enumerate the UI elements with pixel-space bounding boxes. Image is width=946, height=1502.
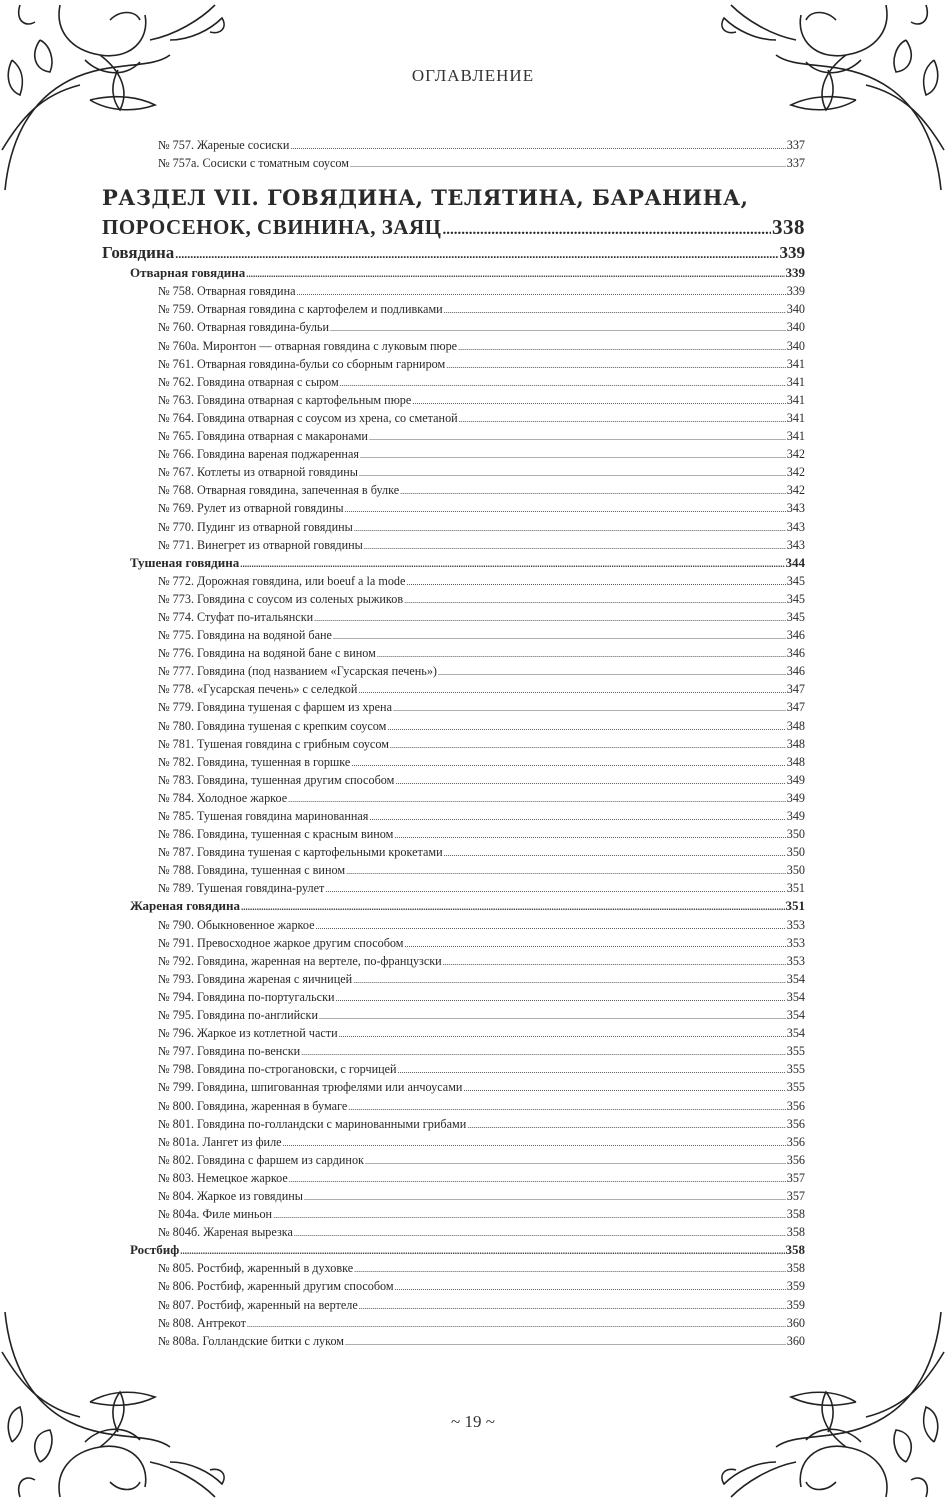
toc-entry[interactable] [102,1024,805,1042]
dot-leader [273,1207,786,1223]
toc-entry-title: № 757а. Сосиски с томатным соусом [158,156,349,171]
dot-leader [304,1189,786,1205]
toc-entry-title: № 769. Рулет из отварной говядины [158,501,344,516]
toc-entry-page: 343 [786,519,805,534]
toc-entry[interactable] [102,427,805,445]
toc-entry[interactable] [102,644,805,662]
toc-entry-page: 358 [786,1261,805,1276]
dot-leader [444,845,786,861]
toc-entry-title: № 762. Говядина отварная с сыром [158,374,339,389]
toc-entry-title: № 780. Говядина тушеная с крепким соусом [158,718,387,733]
toc-entry-page: 356 [786,1098,805,1113]
toc-entry[interactable] [102,608,805,626]
toc-entry[interactable] [102,136,805,154]
toc-entry-title: № 758. Отварная говядина [158,284,296,299]
toc-entry[interactable] [102,154,805,172]
dot-leader [333,628,786,644]
section-title-line1: РАЗДЕЛ VII. ГОВЯДИНА, ТЕЛЯТИНА, БАРАНИНА, [102,185,749,211]
dot-leader [390,737,786,753]
dot-leader [404,592,786,608]
toc-entry-title: № 800. Говядина, жаренная в бумаге [158,1098,348,1113]
toc-entry-title: № 801а. Лангет из филе [158,1134,282,1149]
toc-entry-page: 339 [786,284,805,299]
subsection-heading[interactable] [102,897,805,915]
dot-leader [387,719,785,735]
toc-entry-page: 354 [786,1008,805,1023]
dot-leader [360,447,786,463]
toc-entry-page: 340 [786,338,805,353]
toc-entry-page: 342 [786,483,805,498]
toc-entry-title: № 791. Превосходное жаркое другим способом [158,935,404,950]
toc-entry-title: № 767. Котлеты из отварной говядины [158,465,358,480]
toc-entry-title: № 803. Немецкое жаркое [158,1170,288,1185]
toc-entry-page: 358 [786,1225,805,1240]
dot-leader [319,1008,786,1024]
subsection-page: 351 [785,898,805,914]
toc-entry-page: 348 [786,736,805,751]
toc-entry[interactable] [102,282,805,300]
toc-entry-title: № 794. Говядина по-португальски [158,989,335,1004]
dot-leader [290,138,785,154]
category-page: 339 [779,243,805,263]
toc-entry[interactable] [102,934,805,952]
toc-entry-title: № 792. Говядина, жаренная на вертеле, по-французски [158,953,442,968]
toc-entry[interactable] [102,753,805,771]
toc-entry-title: № 765. Говядина отварная с макаронами [158,429,368,444]
subsection-title: Ростбиф [130,1242,180,1258]
toc-entry-title: № 760а. Миронтон — отварная говядина с луковым пюре [158,338,458,353]
subsection-page: 339 [785,265,805,281]
toc-entry[interactable] [102,318,805,336]
subsection-title: Тушеная говядина [130,554,240,570]
table-of-contents [102,136,805,1350]
dot-leader [350,156,786,172]
toc-entry-title: № 757. Жареные сосиски [158,138,290,152]
dot-leader [446,357,785,373]
toc-entry[interactable] [102,626,805,644]
subsection-title: Отварная говядина [130,265,246,281]
toc-entry-page: 354 [786,1026,805,1041]
toc-entry-page: 349 [786,772,805,787]
toc-entry-title: № 773. Говядина с соусом из соленых рыжиков [158,591,404,606]
toc-entry[interactable] [102,988,805,1006]
toc-entry[interactable] [102,463,805,481]
toc-entry[interactable] [102,572,805,590]
dot-leader [354,1261,786,1277]
toc-entry-page: 349 [786,809,805,823]
toc-entry[interactable] [102,445,805,463]
toc-entry-title: № 806. Ростбиф, жаренный другим способом [158,1279,394,1294]
toc-entry-title: № 799. Говядина, шпигованная трюфелями или анчоусами [158,1080,463,1095]
dot-leader [405,936,786,952]
dot-leader [463,1080,785,1096]
toc-entry-page: 343 [786,501,805,516]
page-number: ~ 19 ~ [451,1412,495,1431]
toc-entry[interactable] [102,536,805,554]
toc-entry-page: 357 [786,1188,805,1203]
dot-leader [180,1242,784,1259]
dot-leader [325,881,785,897]
toc-entry-page: 360 [786,1315,805,1330]
toc-entry-page: 354 [786,989,805,1004]
toc-entry-page: 346 [786,664,805,679]
toc-entry-title: № 774. Стуфат по-итальянски [158,609,314,624]
toc-entry[interactable] [102,952,805,970]
dot-leader [354,520,786,536]
toc-entry[interactable] [102,680,805,698]
toc-entry[interactable] [102,698,805,716]
toc-entry[interactable] [102,1205,805,1223]
subsection-heading[interactable] [102,1241,805,1259]
toc-entry-title: № 776. Говядина на водяной бане с вином [158,646,376,661]
toc-entry-title: № 801. Говядина по-голландски с маринованными грибами [158,1116,467,1131]
toc-entry-title: № 797. Говядина по-венски [158,1044,301,1059]
dot-leader [395,773,785,789]
subsection-heading[interactable] [102,554,805,572]
toc-entry[interactable] [102,1042,805,1060]
toc-entry-page: 340 [786,320,805,335]
toc-entry[interactable] [102,1332,805,1350]
toc-entry-page: 356 [786,1134,805,1149]
toc-entry-page: 350 [786,827,805,842]
dot-leader [353,972,786,988]
dot-leader [330,320,786,336]
toc-entry-title: № 787. Говядина тушеная с картофельными крокетами [158,845,443,860]
dot-leader [283,1135,786,1151]
toc-entry-page: 350 [786,863,805,878]
toc-entry[interactable] [102,355,805,373]
category-title: Говядина [102,243,175,263]
toc-entry[interactable] [102,1151,805,1169]
toc-entry[interactable] [102,807,805,825]
toc-entry-page: 359 [786,1279,805,1294]
toc-entry-page: 355 [786,1044,805,1059]
toc-entry-title: № 761. Отварная говядина-бульи со сборным гарниром [158,356,446,371]
dot-leader [348,1099,785,1115]
section-title-line2: ПОРОСЕНОК, СВИНИНА, ЗАЯЦ [102,215,442,240]
section-page: 338 [772,215,805,240]
dot-leader [336,990,786,1006]
toc-entry[interactable] [102,1277,805,1295]
toc-entry[interactable] [102,1314,805,1332]
toc-entry[interactable] [102,861,805,879]
toc-entry-title: № 808. Антрекот [158,1315,246,1330]
toc-entry[interactable] [102,843,805,861]
toc-entry-title: № 808а. Голландские битки с луком [158,1333,345,1348]
toc-entry-page: 348 [786,754,805,769]
toc-entry-page: 340 [786,302,805,317]
toc-entry-title: № 795. Говядина по-английски [158,1008,318,1023]
toc-entry-title: № 777. Говядина (под названием «Гусарская печень») [158,664,437,679]
subsection-page: 344 [785,554,805,570]
toc-entry-title: № 763. Говядина отварная с картофельным пюре [158,392,412,407]
toc-entry[interactable] [102,1296,805,1314]
toc-entry-title: № 804б. Жареная вырезка [158,1225,293,1240]
dot-leader [393,700,786,716]
toc-entry-title: № 784. Холодное жаркое [158,790,288,805]
toc-entry[interactable] [102,662,805,680]
toc-entry-page: 351 [786,881,805,896]
toc-entry-page: 353 [786,917,805,932]
dot-leader [359,1298,786,1314]
toc-entry-title: № 804. Жаркое из говядины [158,1188,303,1203]
dot-leader [369,429,786,445]
toc-entry[interactable] [102,499,805,517]
toc-entry-title: № 804а. Филе миньон [158,1207,273,1222]
toc-entry[interactable] [102,1223,805,1241]
toc-entry[interactable] [102,1169,805,1187]
dot-leader [247,1316,786,1332]
toc-entry[interactable] [102,300,805,318]
dot-leader [398,1062,786,1078]
toc-entry[interactable] [102,590,805,608]
toc-entry-title: № 786. Говядина, тушенная с красным вином [158,827,394,842]
toc-entry[interactable] [102,970,805,988]
section-heading[interactable] [102,184,805,242]
toc-entry-title: № 778. «Гусарская печень» с селедкой [158,682,358,697]
toc-entry[interactable] [102,879,805,897]
toc-entry-page: 353 [786,935,805,950]
toc-entry-title: № 782. Говядина, тушенная в горшке [158,754,351,769]
toc-entry-title: № 764. Говядина отварная с соусом из хрена, со сметаной [158,410,458,425]
toc-entry-page: 358 [786,1207,805,1222]
toc-entry-page: 341 [786,374,805,389]
toc-entry[interactable] [102,1133,805,1151]
toc-entry[interactable] [102,391,805,409]
toc-entry-title: № 783. Говядина, тушенная другим способом [158,772,395,787]
toc-entry-title: № 771. Винегрет из отварной говядины [158,537,363,552]
toc-entry-page: 353 [786,953,805,968]
toc-entry-title: № 770. Пудинг из отварной говядины [158,519,353,534]
toc-entry-title: № 781. Тушеная говядина с грибным соусом [158,736,389,751]
toc-entry[interactable] [102,1115,805,1133]
toc-entry[interactable] [102,1187,805,1205]
dot-leader [339,1026,786,1042]
toc-entry-title: № 807. Ростбиф, жаренный на вертеле [158,1297,358,1312]
toc-entry-page: 337 [786,138,805,152]
toc-entry-page: 349 [786,790,805,805]
toc-entry[interactable] [102,373,805,391]
toc-entry-title: № 759. Отварная говядина с картофелем и подливками [158,302,443,317]
dot-leader [246,265,784,282]
dot-leader [289,1171,786,1187]
toc-entry-title: № 766. Говядина вареная поджаренная [158,447,359,462]
toc-entry-title: № 768. Отварная говядина, запеченная в булке [158,483,400,498]
dot-leader [443,954,786,970]
toc-entry[interactable] [102,1060,805,1078]
dot-leader [400,483,786,499]
dot-leader [359,465,786,481]
toc-entry[interactable] [102,771,805,789]
dot-leader [412,393,785,409]
toc-entry[interactable] [102,825,805,843]
toc-entry[interactable] [102,735,805,753]
dot-leader [340,375,786,391]
dot-leader [288,791,786,807]
dot-leader [395,1279,786,1295]
toc-entry-page: 348 [786,718,805,733]
toc-entry-title: № 789. Тушеная говядина-рулет [158,881,325,896]
dot-leader [377,646,786,662]
toc-entry-page: 342 [786,465,805,480]
dot-leader [345,1334,786,1350]
toc-entry[interactable] [102,481,805,499]
toc-entry-page: 345 [786,591,805,606]
toc-entry-title: № 760. Отварная говядина-бульи [158,320,330,335]
toc-entry-page: 341 [786,429,805,444]
toc-entry-page: 341 [786,392,805,407]
toc-entry-page: 337 [786,156,805,171]
dot-leader [294,1225,786,1241]
toc-entry-title: № 775. Говядина на водяной бане [158,628,332,643]
toc-entry[interactable] [102,1078,805,1096]
dot-leader [358,682,785,698]
dot-leader [175,243,778,264]
dot-leader [458,339,786,355]
toc-entry-title: № 798. Говядина по-строгановски, с горчицей [158,1062,397,1077]
dot-leader [346,863,786,879]
toc-entry-page: 342 [786,447,805,462]
toc-entry-page: 357 [786,1170,805,1185]
dot-leader [351,755,785,771]
dot-leader [240,555,784,572]
subsection-page: 358 [785,1242,805,1258]
toc-entry-page: 346 [786,628,805,643]
toc-entry-page: 360 [786,1333,805,1348]
dot-leader [467,1117,785,1133]
dot-leader [394,827,785,843]
toc-entry-page: 346 [786,646,805,661]
toc-entry-title: № 793. Говядина жареная с яичницей [158,971,353,986]
dot-leader [297,284,786,300]
dot-leader [314,610,786,626]
toc-entry[interactable] [102,518,805,536]
toc-entry[interactable] [102,1006,805,1024]
dot-leader [241,898,785,915]
toc-entry[interactable] [102,916,805,934]
toc-entry-title: № 788. Говядина, тушенная с вином [158,863,346,878]
toc-entry-title: № 805. Ростбиф, жаренный в духовке [158,1261,354,1276]
toc-entry-page: 350 [786,845,805,860]
toc-entry-page: 359 [786,1297,805,1312]
dot-leader [406,574,785,590]
toc-entry[interactable] [102,1259,805,1277]
toc-entry-title: № 772. Дорожная говядина, или boeuf a la mode [158,573,406,588]
toc-entry-page: 345 [786,609,805,624]
running-head: ОГЛАВЛЕНИЕ [411,66,535,85]
toc-entry-title: № 790. Обыкновенное жаркое [158,917,315,932]
toc-entry-title: № 796. Жаркое из котлетной части [158,1026,338,1041]
toc-entry-page: 345 [786,573,805,588]
dot-leader [301,1044,786,1060]
toc-entry-title: № 802. Говядина с фаршем из сардинок [158,1152,364,1167]
toc-entry-page: 341 [786,356,805,371]
subsection-list [102,264,805,1350]
dot-leader [316,918,786,934]
toc-entry-page: 355 [786,1062,805,1077]
dot-leader [365,1153,786,1169]
toc-entry-title: № 779. Говядина тушеная с фаршем из хрена [158,700,392,715]
category-heading[interactable] [102,242,805,264]
toc-entry-page: 347 [786,700,805,715]
toc-entry-page: 356 [786,1116,805,1131]
dot-leader [369,809,785,825]
toc-entry-page: 341 [786,410,805,425]
dot-leader [364,538,786,554]
toc-entry-page: 355 [786,1080,805,1095]
toc-entry-page: 354 [786,971,805,986]
toc-entry[interactable] [102,409,805,427]
toc-entry[interactable] [102,717,805,735]
dot-leader [444,302,786,318]
dot-leader [442,215,771,242]
toc-entry-page: 356 [786,1152,805,1167]
dot-leader [459,411,786,427]
subsection-heading[interactable] [102,264,805,282]
dot-leader [345,501,786,517]
subsection-title: Жареная говядина [130,898,240,914]
dot-leader [438,664,786,680]
toc-entry-page: 347 [786,682,805,697]
toc-entry-title: № 785. Тушеная говядина маринованная [158,809,369,823]
toc-entry[interactable] [102,1097,805,1115]
toc-entry-page: 343 [786,537,805,552]
toc-entry[interactable] [102,789,805,807]
toc-entry[interactable] [102,337,805,355]
